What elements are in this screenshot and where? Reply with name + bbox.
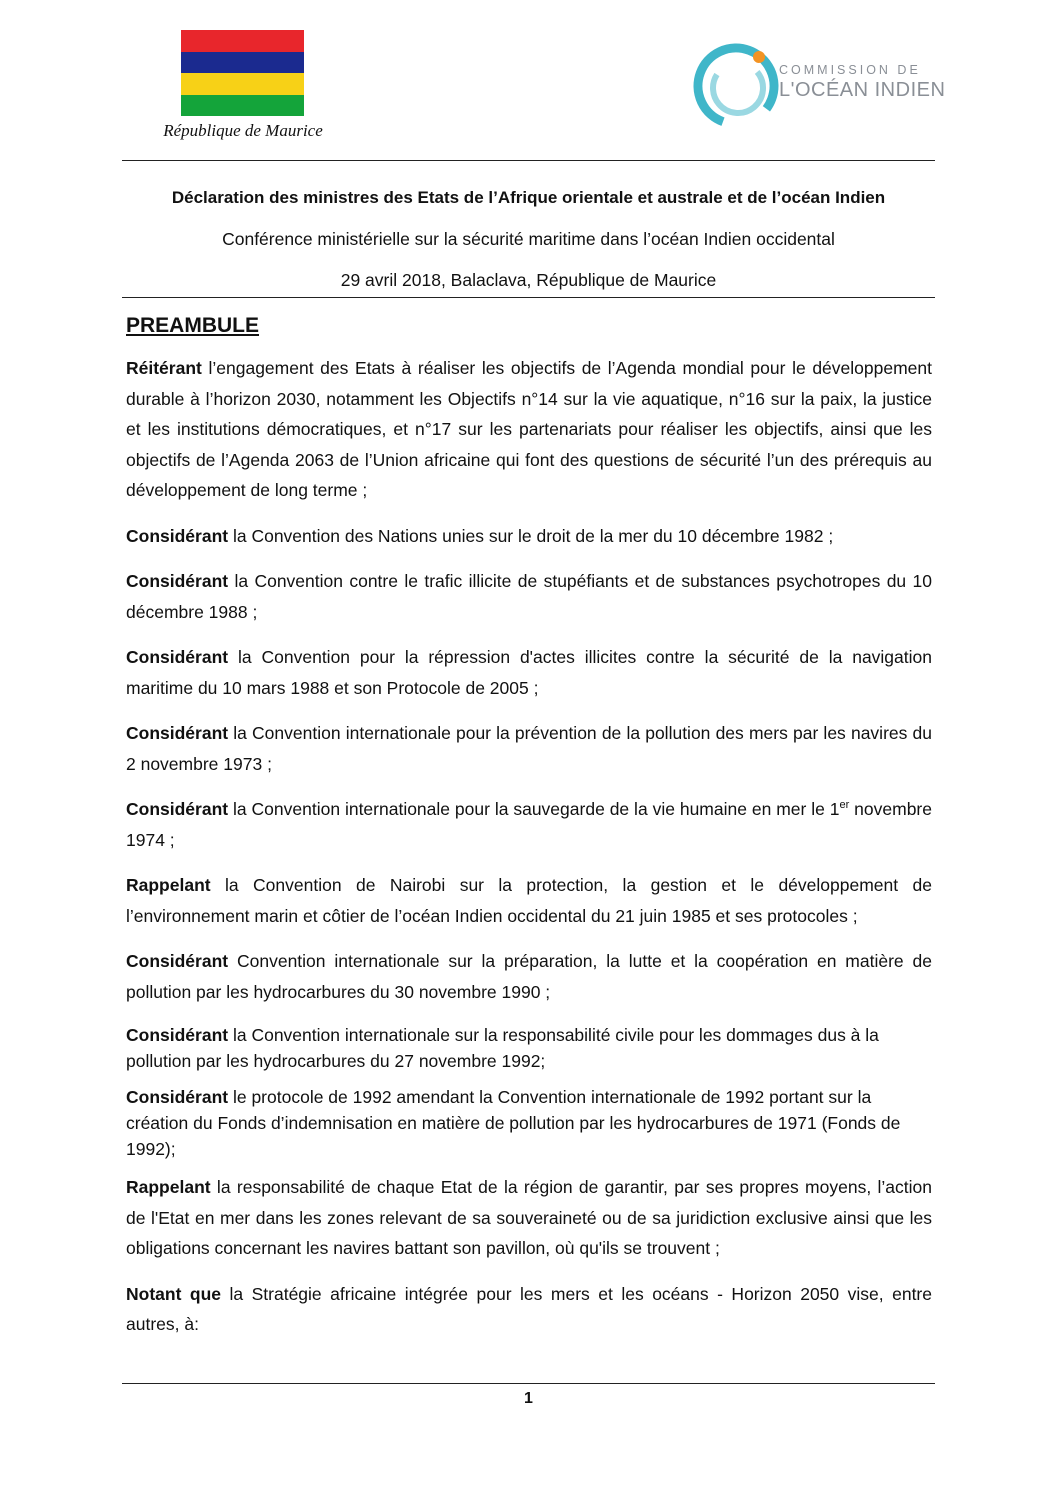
preamble-body bbox=[126, 353, 932, 1355]
preamble-paragraph bbox=[126, 521, 932, 552]
paragraph-lead: Considérant bbox=[126, 723, 229, 743]
preamble-paragraph bbox=[126, 1084, 932, 1162]
divider-title bbox=[122, 297, 935, 298]
coi-logo-icon bbox=[690, 40, 786, 128]
paragraph-lead: Rappelant bbox=[126, 1177, 211, 1197]
coi-logo-dot bbox=[753, 51, 765, 63]
preamble-paragraph bbox=[126, 946, 932, 1007]
paragraph-text: Convention internationale sur la préparation, la lutte et la coopération en matière de pollution par les hydrocarbures du 30 novembre 1990 ; bbox=[126, 951, 932, 1002]
paragraph-text: la Stratégie africaine intégrée pour les mers et les océans - Horizon 2050 vise, entre autres, à: bbox=[126, 1283, 932, 1334]
paragraph-text: la responsabilité de chaque Etat de la région de garantir, par ses propres moyens, l’action de l'Etat en mer dans les zones relevant de sa souveraineté ou de sa juridiction exclusive ainsi que les obligations concernant les navires battant son pavillon, où qu'ils se trouvent ; bbox=[126, 1177, 932, 1258]
paragraph-lead: Considérant bbox=[126, 1087, 229, 1107]
paragraph-text: la Convention internationale sur la responsabilité civile pour les dommages dus à la pollution par les hydrocarbures du 27 novembre 1992; bbox=[126, 1025, 879, 1071]
flag-stripe-blue bbox=[181, 52, 304, 74]
paragraph-tail: novembre 1974 ; bbox=[126, 799, 932, 850]
coi-wordmark bbox=[779, 64, 945, 100]
page-number: 1 bbox=[524, 1390, 533, 1407]
preamble-paragraph bbox=[126, 718, 932, 779]
paragraph-text: la Convention internationale pour la prévention de la pollution des mers par les navires du 2 novembre 1973 ; bbox=[126, 723, 932, 774]
preamble-paragraph bbox=[126, 566, 932, 627]
paragraph-text: la Convention internationale pour la sauvegarde de la vie humaine en mer le 1 bbox=[228, 799, 840, 819]
paragraph-text: l’engagement des Etats à réaliser les objectifs de l’Agenda mondial pour le développement durable à l’horizon 2030, notamment les Objectifs n°14 sur la vie aquatique, n°16 sur la paix, la justice et les institutions démocratiques, et n°17 sur les partenariats pour réaliser les objectifs, ainsi que les objectifs de l’Agenda 2063 de l’Union africaine qui font des questions de sécurité l’un des prérequis au développement de long terme ; bbox=[126, 358, 932, 500]
paragraph-lead: Notant que bbox=[126, 1283, 222, 1304]
paragraph-superscript: er bbox=[839, 799, 850, 812]
country-caption: République de Maurice bbox=[163, 121, 323, 140]
preamble-paragraph bbox=[126, 353, 932, 506]
date-place: 29 avril 2018, Balaclava, République de Maurice bbox=[340, 270, 717, 290]
preamble-paragraph bbox=[126, 794, 932, 855]
flag-stripe-green bbox=[181, 95, 304, 117]
paragraph-lead: Considérant bbox=[126, 799, 229, 819]
paragraph-lead: Réitérant bbox=[126, 358, 202, 378]
divider-top bbox=[122, 160, 935, 161]
mauritius-flag bbox=[181, 30, 304, 116]
preamble-paragraph bbox=[126, 642, 932, 703]
coi-wordmark-line1: COMMISSION DE bbox=[779, 63, 921, 77]
flag-stripe-yellow bbox=[181, 73, 304, 95]
paragraph-lead: Considérant bbox=[126, 951, 229, 971]
coi-wordmark-line2: L'OCÉAN INDIEN bbox=[779, 78, 946, 101]
declaration-title: Déclaration des ministres des Etats de l’Afrique orientale et australe et de l’océan Indien bbox=[171, 188, 886, 207]
paragraph-text: la Convention contre le trafic illicite de stupéfiants et de substances psychotropes du 10 décembre 1988 ; bbox=[126, 571, 932, 622]
paragraph-lead: Considérant bbox=[126, 571, 229, 591]
paragraph-lead: Considérant bbox=[126, 647, 229, 667]
conference-title: Conférence ministérielle sur la sécurité maritime dans l’océan Indien occidental bbox=[222, 229, 835, 249]
preamble-paragraph bbox=[126, 1022, 932, 1074]
paragraph-text: la Convention des Nations unies sur le droit de la mer du 10 décembre 1982 ; bbox=[228, 525, 834, 546]
paragraph-text: la Convention de Nairobi sur la protection, la gestion et le développement de l’environnement marin et côtier de l’océan Indien occidental du 21 juin 1985 et ses protocoles ; bbox=[126, 875, 932, 926]
section-title: PREAMBULE bbox=[126, 314, 260, 337]
preamble-paragraph bbox=[126, 1172, 932, 1264]
flag-stripe-red bbox=[181, 30, 304, 52]
preamble-paragraph bbox=[126, 870, 932, 931]
paragraph-lead: Considérant bbox=[126, 525, 229, 546]
paragraph-text: le protocole de 1992 amendant la Convention internationale de 1992 portant sur la création du Fonds d’indemnisation en matière de pollution par les hydrocarbures de 1971 (Fonds de 1992); bbox=[126, 1087, 901, 1159]
paragraph-lead: Considérant bbox=[126, 1025, 229, 1045]
paragraph-lead: Rappelant bbox=[126, 875, 211, 895]
divider-footer bbox=[122, 1383, 935, 1384]
paragraph-text: la Convention pour la répression d'actes illicites contre la sécurité de la navigation maritime du 10 mars 1988 et son Protocole de 2005 ; bbox=[126, 647, 932, 698]
preamble-paragraph bbox=[126, 1279, 932, 1340]
